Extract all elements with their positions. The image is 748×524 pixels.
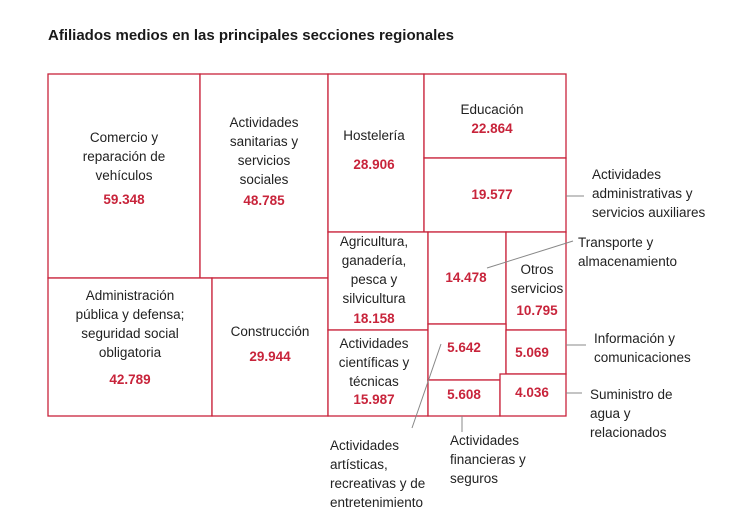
cell-label-sanitarias: servicios [237,153,291,168]
cell-label-comercio: Comercio y [89,130,159,145]
cell-label-educacion: Educación [460,102,524,117]
value-label-administracion: 42.789 [109,372,151,387]
cell-label-administracion: pública y defensa; [75,307,185,322]
external-label-administrativas: Actividades [592,167,662,182]
chart-title: Afiliados medios en las principales secciones regionales [48,27,454,44]
value-label-suministro: 4.036 [515,385,549,400]
external-label-suministro: Suministro de [590,387,673,402]
cell-label-cientificas: técnicas [349,374,399,389]
cell-label-administracion: Administración [85,288,175,303]
value-label-artisticas: 5.642 [447,340,481,355]
cell-label-sanitarias: sanitarias y [229,134,299,149]
cell-label-agricultura: Agricultura, [339,234,409,249]
value-label-financieras: 5.608 [447,387,481,402]
external-label-transporte: almacenamiento [578,254,678,269]
cell-label-administracion: obligatoria [98,345,162,360]
external-label-administrativas: servicios auxiliares [592,205,706,220]
external-label-financieras: seguros [450,471,499,486]
external-label-artisticas: entretenimiento [330,495,424,510]
cell-label-comercio: vehículos [95,168,153,183]
cell-label-construccion: Construcción [230,324,310,339]
external-label-informacion: Información y [594,331,676,346]
external-label-artisticas: artísticas, [330,457,388,472]
value-label-agricultura: 18.158 [353,311,395,326]
cell-label-cientificas: Actividades [339,336,409,351]
value-label-educacion: 22.864 [471,121,513,136]
external-label-artisticas: recreativas y de [330,476,426,491]
external-label-suministro: agua y [590,406,631,421]
value-label-comercio: 59.348 [103,192,145,207]
cell-label-agricultura: silvicultura [342,291,406,306]
value-label-administrativas: 19.577 [471,187,513,202]
external-label-transporte: Transporte y [578,235,654,250]
value-label-transporte: 14.478 [445,270,487,285]
cell-label-cientificas: científicas y [338,355,410,370]
external-label-financieras: financieras y [450,452,526,467]
cell-label-comercio: reparación de [82,149,166,164]
cell-label-agricultura: pesca y [350,272,398,287]
cell-label-sanitarias: sociales [239,172,289,187]
external-label-informacion: comunicaciones [594,350,691,365]
cell-hosteleria [328,74,424,232]
value-label-otros: 10.795 [516,303,558,318]
value-label-hosteleria: 28.906 [353,157,395,172]
external-label-administrativas: administrativas y [592,186,693,201]
value-label-cientificas: 15.987 [353,392,395,407]
cell-label-otros: servicios [510,281,564,296]
cell-label-sanitarias: Actividades [229,115,299,130]
value-label-sanitarias: 48.785 [243,193,285,208]
cell-label-administracion: seguridad social [81,326,179,341]
external-label-artisticas: Actividades [330,438,400,453]
cell-label-otros: Otros [520,262,554,277]
cell-label-hosteleria: Hostelería [343,128,405,143]
value-label-informacion: 5.069 [515,345,549,360]
cell-construccion [212,278,328,416]
value-label-construccion: 29.944 [249,349,291,364]
cell-label-agricultura: ganadería, [341,253,407,268]
external-label-suministro: relacionados [590,425,667,440]
external-label-financieras: Actividades [450,433,520,448]
